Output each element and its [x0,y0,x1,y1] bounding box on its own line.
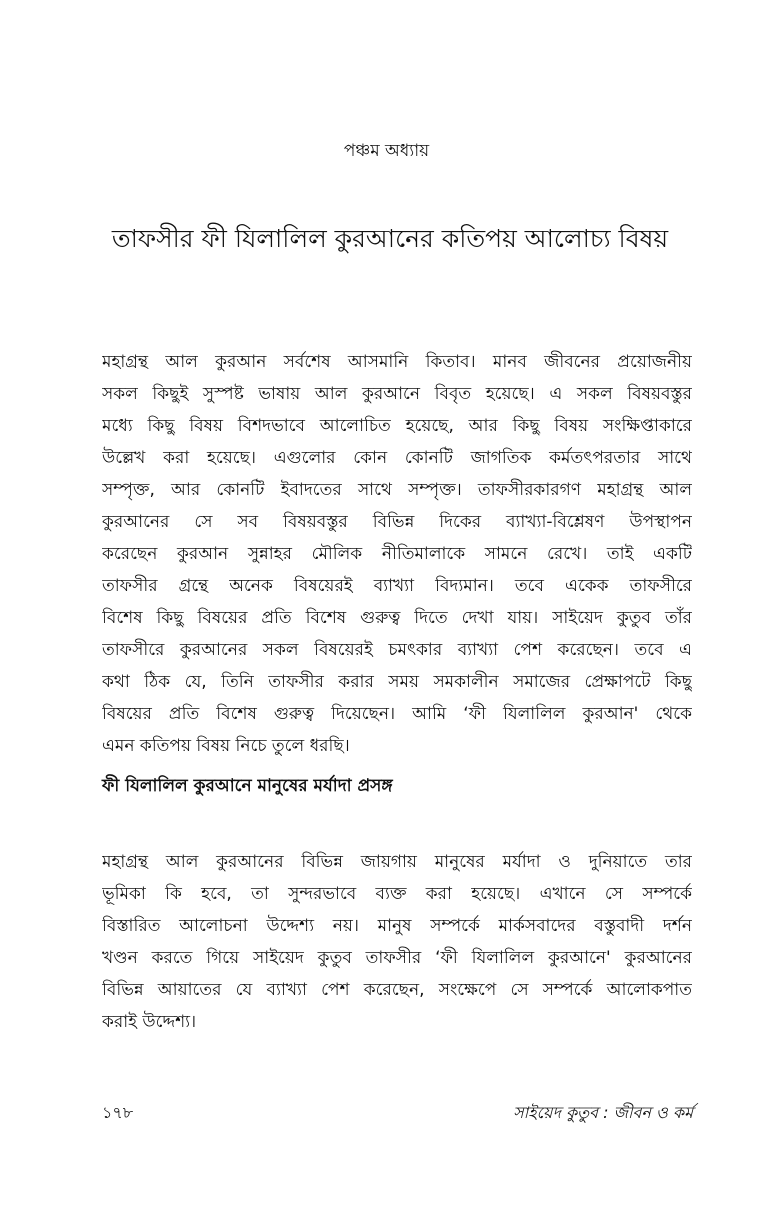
text-line: মহাগ্রন্থ আল কুরআনের বিভিন্ন জায়গায় মানুষের মর্যাদা ও দুনিয়াতে তার [102,852,692,872]
section-heading: ফী যিলালিল কুরআনে মানুষের মর্যাদা প্রসঙ্গ [102,776,393,796]
text-line: মধ্যে কিছু বিষয় বিশদভাবে আলোচিত হয়েছে, আর কিছু বিষয় সংক্ষিপ্তাকারে [102,416,692,436]
text-line: করেছেন কুরআন সুন্নাহর মৌলিক নীতিমালাকে সামনে রেখে। তাই একটি [102,544,692,564]
text-line: করাই উদ্দেশ্য। [102,1012,197,1032]
text-line: তাফসীর গ্রন্থে অনেক বিষয়েরই ব্যাখ্যা বিদ্যমান। তবে একেক তাফসীরে [102,576,692,596]
text-line: এমন কতিপয় বিষয় নিচে তুলে ধরছি। [102,736,350,756]
text-line: ভূমিকা কি হবে, তা সুন্দরভাবে ব্যক্ত করা হয়েছে। এখানে সে সম্পর্কে [102,884,692,904]
text-line: বিষয়ের প্রতি বিশেষ গুরুত্ব দিয়েছেন। আমি ‘ফী যিলালিল কুরআন' থেকে [102,704,692,724]
chapter-label: পঞ্চম অধ্যায় [343,141,430,161]
page-number: ১৭৮ [102,1103,134,1122]
text-line: সকল কিছুই সুস্পষ্ট ভাষায় আল কুরআনে বিবৃত হয়েছে। এ সকল বিষয়বস্তুর [102,384,692,404]
text-line: কথা ঠিক যে, তিনি তাফসীর করার সময় সমকালীন সমাজের প্রেক্ষাপটে কিছু [102,672,692,692]
text-line: বিস্তারিত আলোচনা উদ্দেশ্য নয়। মানুষ সম্পর্কে মার্কসবাদের বস্তুবাদী দর্শন [102,916,692,936]
text-line: উল্লেখ করা হয়েছে। এগুলোর কোন কোনটি জাগতিক কর্মতৎপরতার সাথে [102,448,692,468]
text-line: তাফসীরে কুরআনের সকল বিষয়েরই চমৎকার ব্যাখ্যা পেশ করেছেন। তবে এ [102,640,692,660]
paragraph-1 [102,346,692,762]
text-line: বিশেষ কিছু বিষয়ের প্রতি বিশেষ গুরুত্ব দিতে দেখা যায়। সাইয়েদ কুতুব তাঁর [102,608,692,628]
page-title: তাফসীর ফী যিলালিল কুরআনের কতিপয় আলোচ্য বিষয় [111,224,669,253]
running-title: সাইয়েদ কুতুব : জীবন ও কর্ম [513,1103,693,1122]
text-line: বিভিন্ন আয়াতের যে ব্যাখ্যা পেশ করেছেন, সংক্ষেপে সে সম্পর্কে আলোকপাত [102,980,692,1000]
text-line: কুরআনের সে সব বিষয়বস্তুর বিভিন্ন দিকের ব্যাখ্যা-বিশ্লেষণ উপস্থাপন [102,512,692,532]
paragraph-2 [102,846,692,1038]
text-line: মহাগ্রন্থ আল কুরআন সর্বশেষ আসমানি কিতাব। মানব জীবনের প্রয়োজনীয় [102,352,692,372]
text-line: সম্পৃক্ত, আর কোনটি ইবাদতের সাথে সম্পৃক্ত। তাফসীরকারগণ মহাগ্রন্থ আল [102,480,692,500]
text-line: খণ্ডন করতে গিয়ে সাইয়েদ কুতুব তাফসীর ‘ফী যিলালিল কুরআনে' কুরআনের [102,948,692,968]
